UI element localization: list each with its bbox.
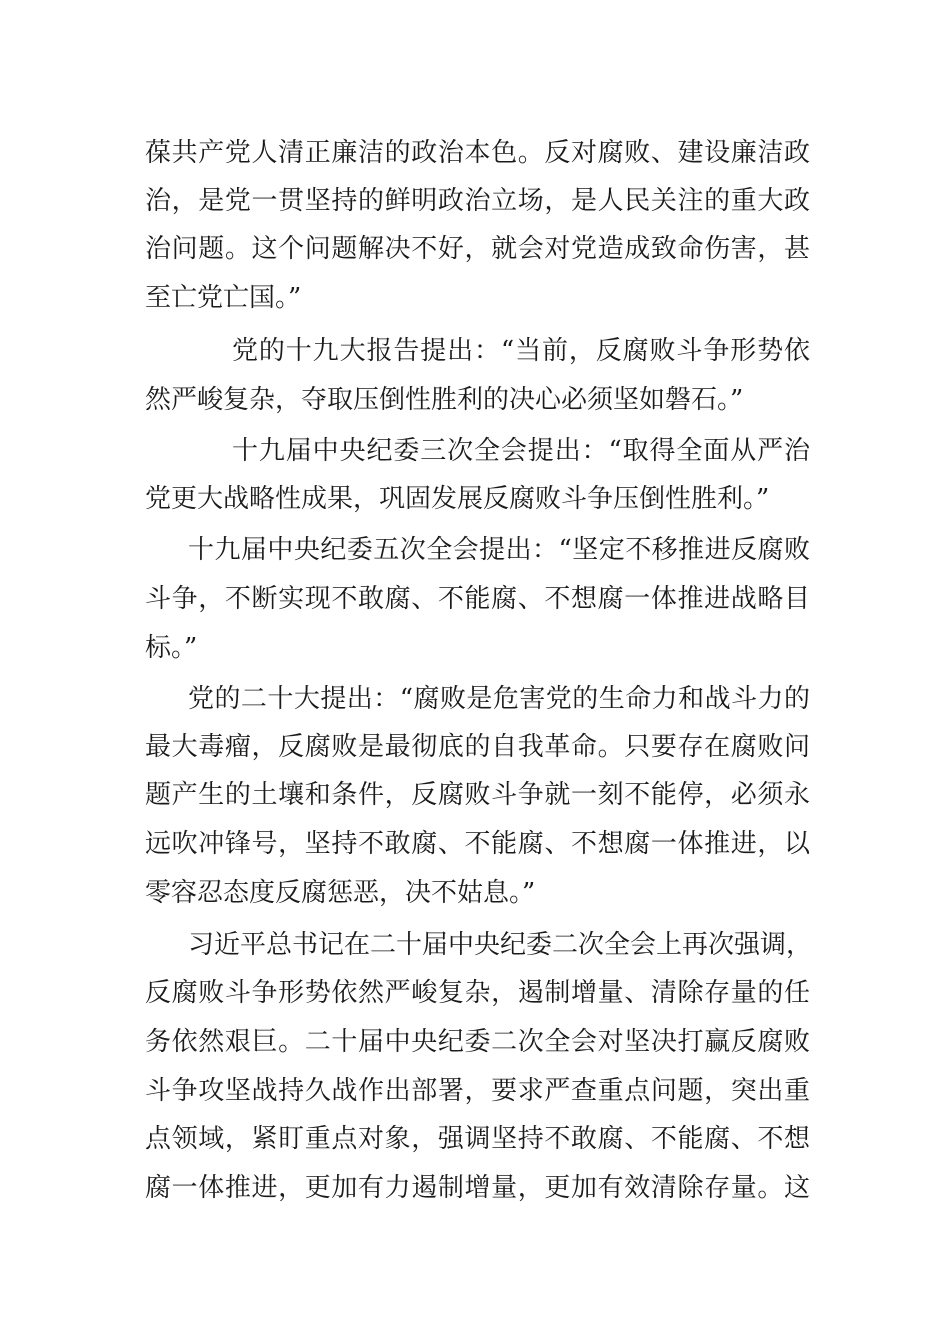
paragraph-2-line-2: 然严峻复杂，夺取压倒性胜利的决心必须坚如磐石。” xyxy=(145,385,744,415)
paragraph-1-line-2: 治，是党一贯坚持的鲜明政治立场，是人民关注的重大政 xyxy=(145,186,810,216)
paragraph-1-line-1: 葆共产党人清正廉洁的政治本色。反对腐败、建设廉洁政 xyxy=(145,138,810,168)
paragraph-4-line-3: 标。” xyxy=(145,633,198,663)
paragraph-5-line-2: 最大毒瘤，反腐败是最彻底的自我革命。只要存在腐败问 xyxy=(145,732,810,762)
paragraph-4-line-2: 斗争，不断实现不敢腐、不能腐、不想腐一体推进战略目 xyxy=(145,584,810,614)
paragraph-5-line-5: 零容忍态度反腐惩恶，决不姑息。” xyxy=(145,878,536,908)
paragraph-1-line-3: 治问题。这个问题解决不好，就会对党造成致命伤害，甚 xyxy=(145,234,810,264)
paragraph-4-line-1: 十九届中央纪委五次全会提出：“坚定不移推进反腐败 xyxy=(188,535,810,565)
paragraph-6-line-1: 习近平总书记在二十届中央纪委二次全会上再次强调， xyxy=(188,930,813,960)
paragraph-3-line-1: 十九届中央纪委三次全会提出：“取得全面从严治 xyxy=(232,436,810,466)
paragraph-6-line-5: 点领域，紧盯重点对象，强调坚持不敢腐、不能腐、不想 xyxy=(145,1124,810,1154)
paragraph-5-line-3: 题产生的土壤和条件，反腐败斗争就一刻不能停，必须永 xyxy=(145,780,810,810)
paragraph-6-line-6: 腐一体推进，更加有力遏制增量，更加有效清除存量。这 xyxy=(145,1173,810,1203)
paragraph-5-line-1: 党的二十大提出：“腐败是危害党的生命力和战斗力的 xyxy=(188,684,810,714)
paragraph-6-line-3: 务依然艰巨。二十届中央纪委二次全会对坚决打赢反腐败 xyxy=(145,1027,810,1057)
paragraph-6-line-4: 斗争攻坚战持久战作出部署，要求严查重点问题，突出重 xyxy=(145,1076,810,1106)
paragraph-1-line-4: 至亡党亡国。” xyxy=(145,283,302,313)
paragraph-3-line-2: 党更大战略性成果，巩固发展反腐败斗争压倒性胜利。” xyxy=(145,484,770,514)
paragraph-2-line-1: 党的十九大报告提出：“当前，反腐败斗争形势依 xyxy=(232,336,810,366)
paragraph-5-line-4: 远吹冲锋号，坚持不敢腐、不能腐、不想腐一体推进，以 xyxy=(145,829,810,859)
paragraph-6-line-2: 反腐败斗争形势依然严峻复杂，遏制增量、清除存量的任 xyxy=(145,978,810,1008)
